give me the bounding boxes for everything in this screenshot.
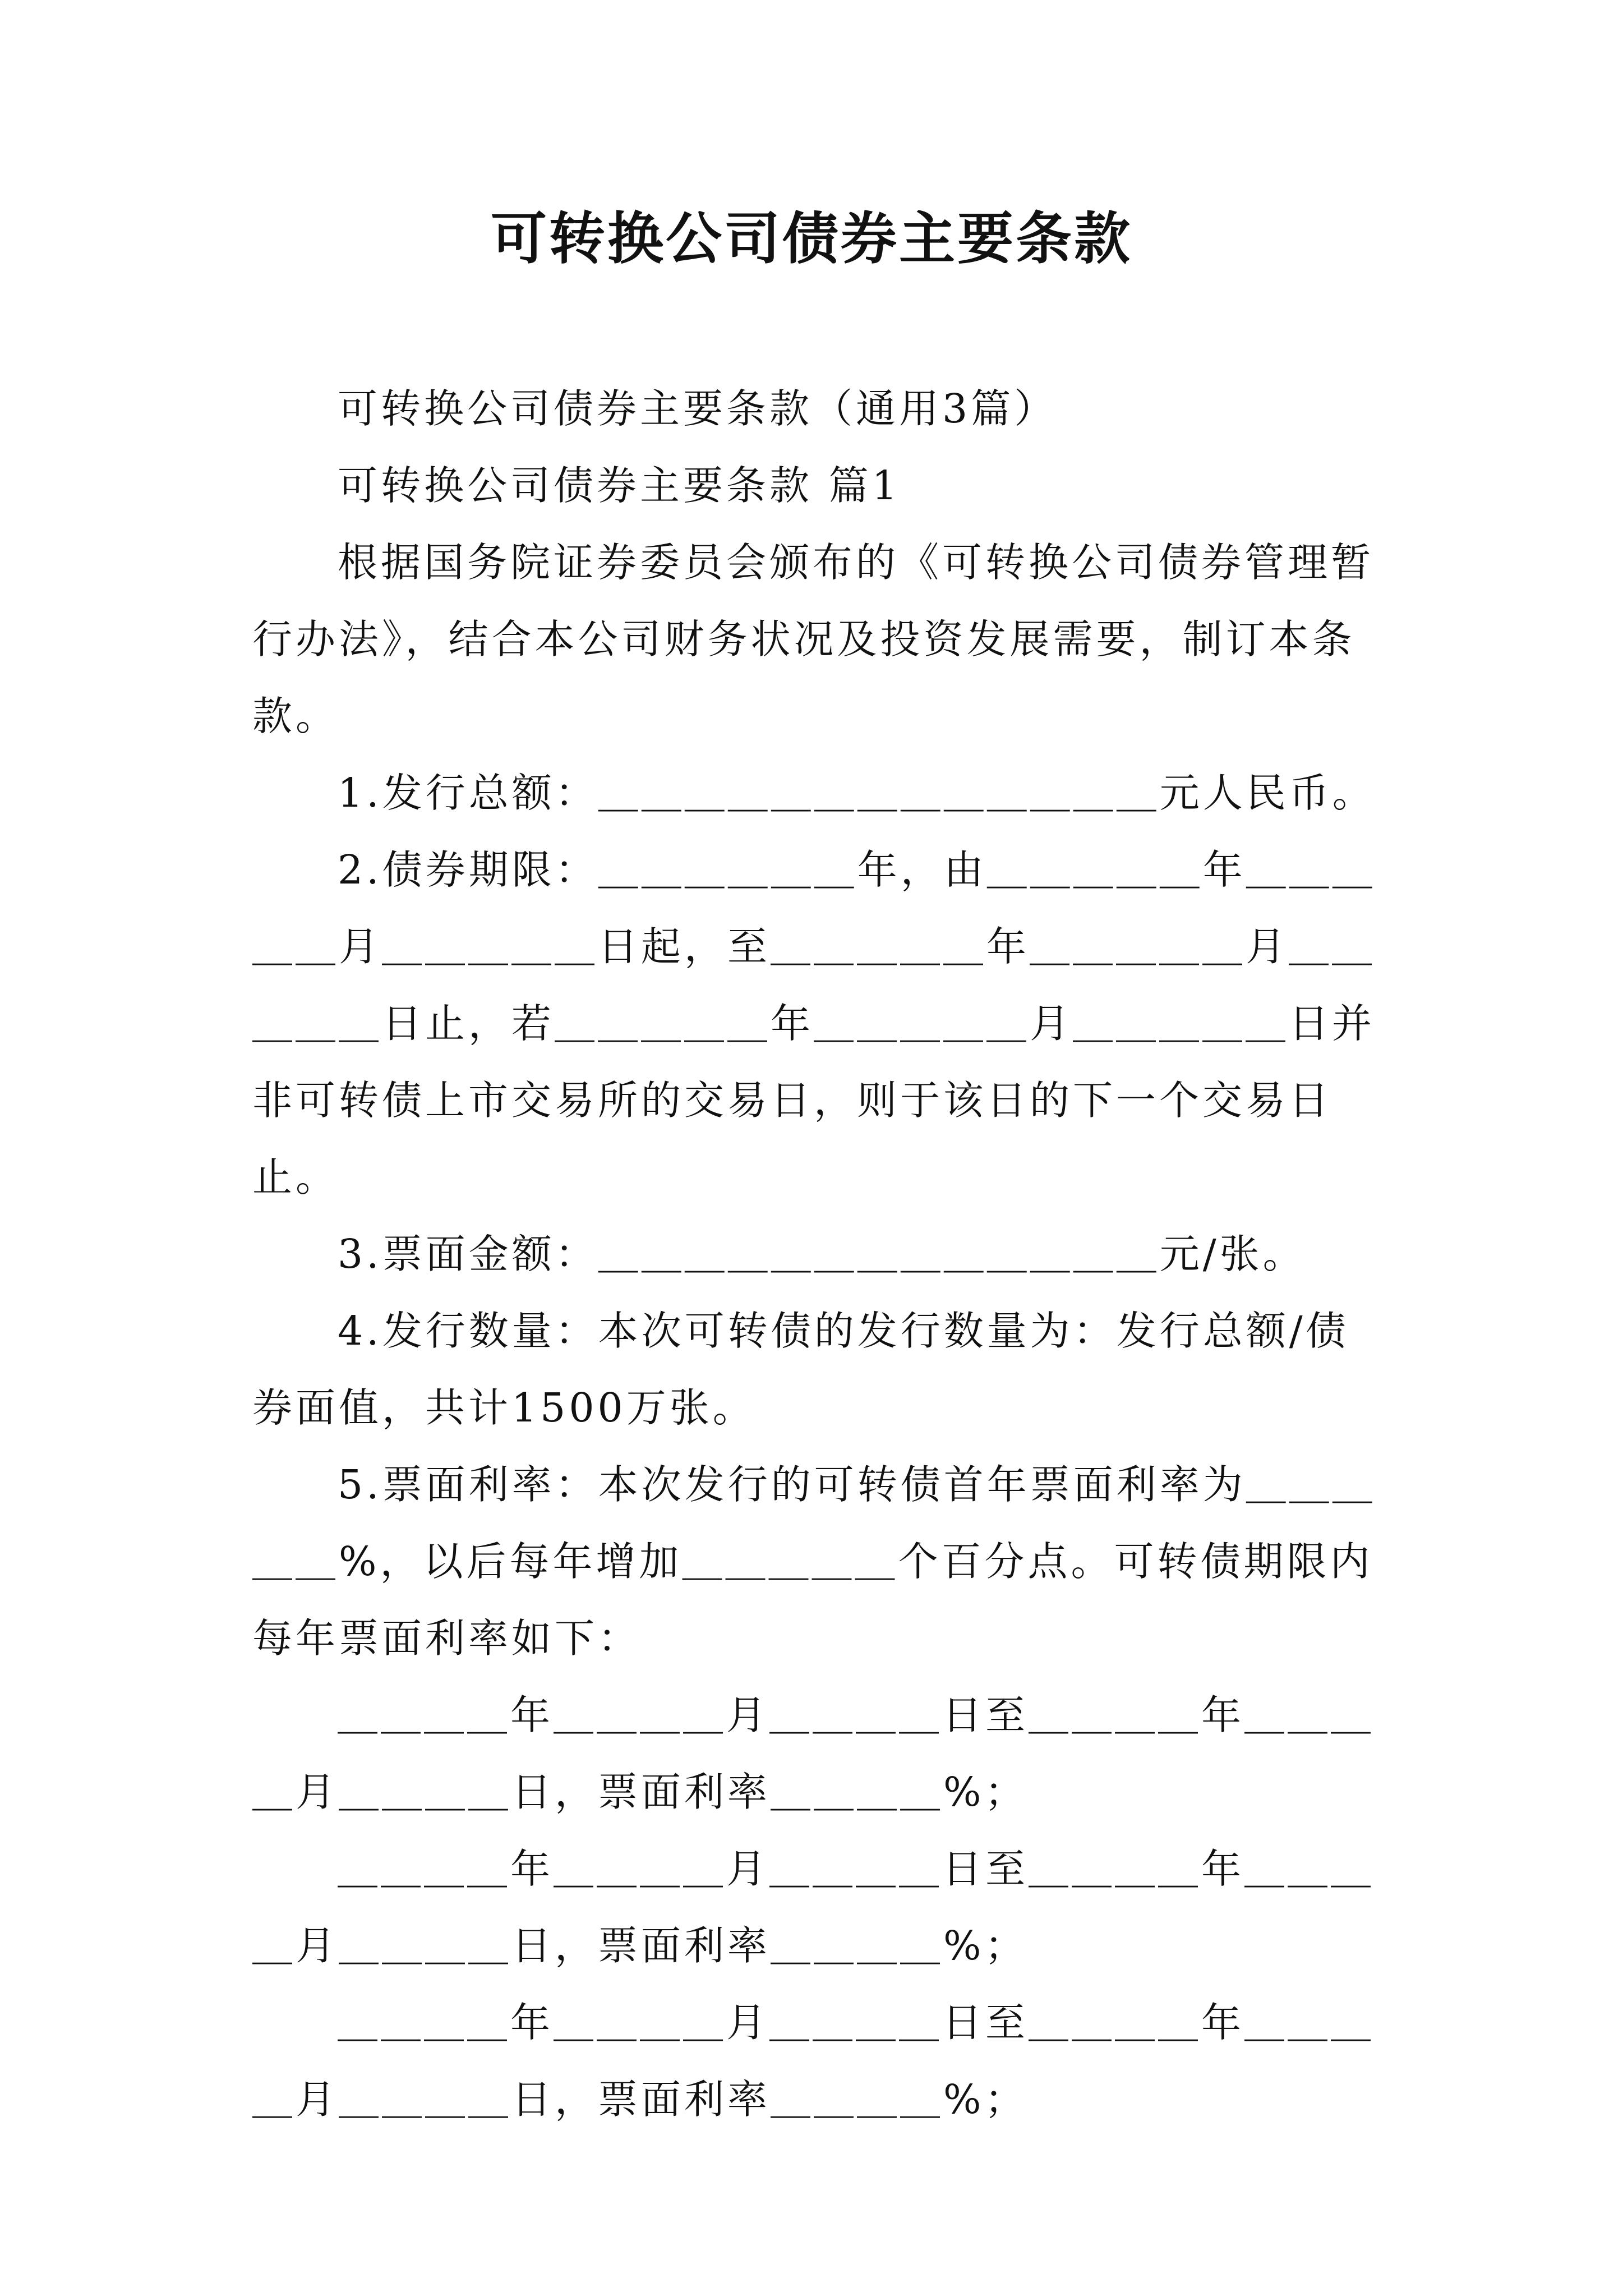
document-title: 可转换公司债券主要条款: [491, 205, 1132, 272]
clause-issue-quantity: 4.发行数量：本次可转债的发行数量为：发行总额/债券面值，共计1500万张。: [252, 1308, 1349, 1431]
rate-period-line: ＿＿＿＿年＿＿＿＿月＿＿＿＿日至＿＿＿＿年＿＿＿＿月＿＿＿＿日，票面利率＿＿＿＿%；: [252, 1846, 1375, 1969]
clause-issue-amount: 1.发行总额：＿＿＿＿＿＿＿＿＿＿＿＿＿元人民币。: [338, 770, 1376, 816]
subtitle-paragraph: 可转换公司债券主要条款（通用3篇）: [338, 385, 1058, 432]
clause-face-value: 3.票面金额：＿＿＿＿＿＿＿＿＿＿＿＿＿元/张。: [338, 1231, 1306, 1277]
rate-period-line: ＿＿＿＿年＿＿＿＿月＿＿＿＿日至＿＿＿＿年＿＿＿＿月＿＿＿＿日，票面利率＿＿＿＿%；: [252, 1999, 1375, 2123]
document-body: [252, 370, 1385, 2138]
clause-coupon-rate: 5.票面利率：本次发行的可转债首年票面利率为＿＿＿＿＿%，以后每年增加＿＿＿＿＿个百分点。可转债期限内每年票面利率如下：: [252, 1461, 1376, 1662]
rate-period-line: ＿＿＿＿年＿＿＿＿月＿＿＿＿日至＿＿＿＿年＿＿＿＿月＿＿＿＿日，票面利率＿＿＿＿%；: [252, 1692, 1375, 1815]
section-heading: 可转换公司债券主要条款 篇1: [338, 462, 901, 509]
clause-bond-term: 2.债券期限：＿＿＿＿＿＿年，由＿＿＿＿＿年＿＿＿＿＿月＿＿＿＿＿日起，至＿＿＿＿＿年＿＿＿＿＿月＿＿＿＿＿日止，若＿＿＿＿＿年＿＿＿＿＿月＿＿＿＿＿日并非可转债上市交易所的交易日，则于该日的下一个交易日止。: [252, 846, 1376, 1200]
intro-paragraph: 根据国务院证券委员会颁布的《可转换公司债券管理暂行办法》，结合本公司财务状况及投资发展需要，制订本条款。: [252, 539, 1375, 739]
